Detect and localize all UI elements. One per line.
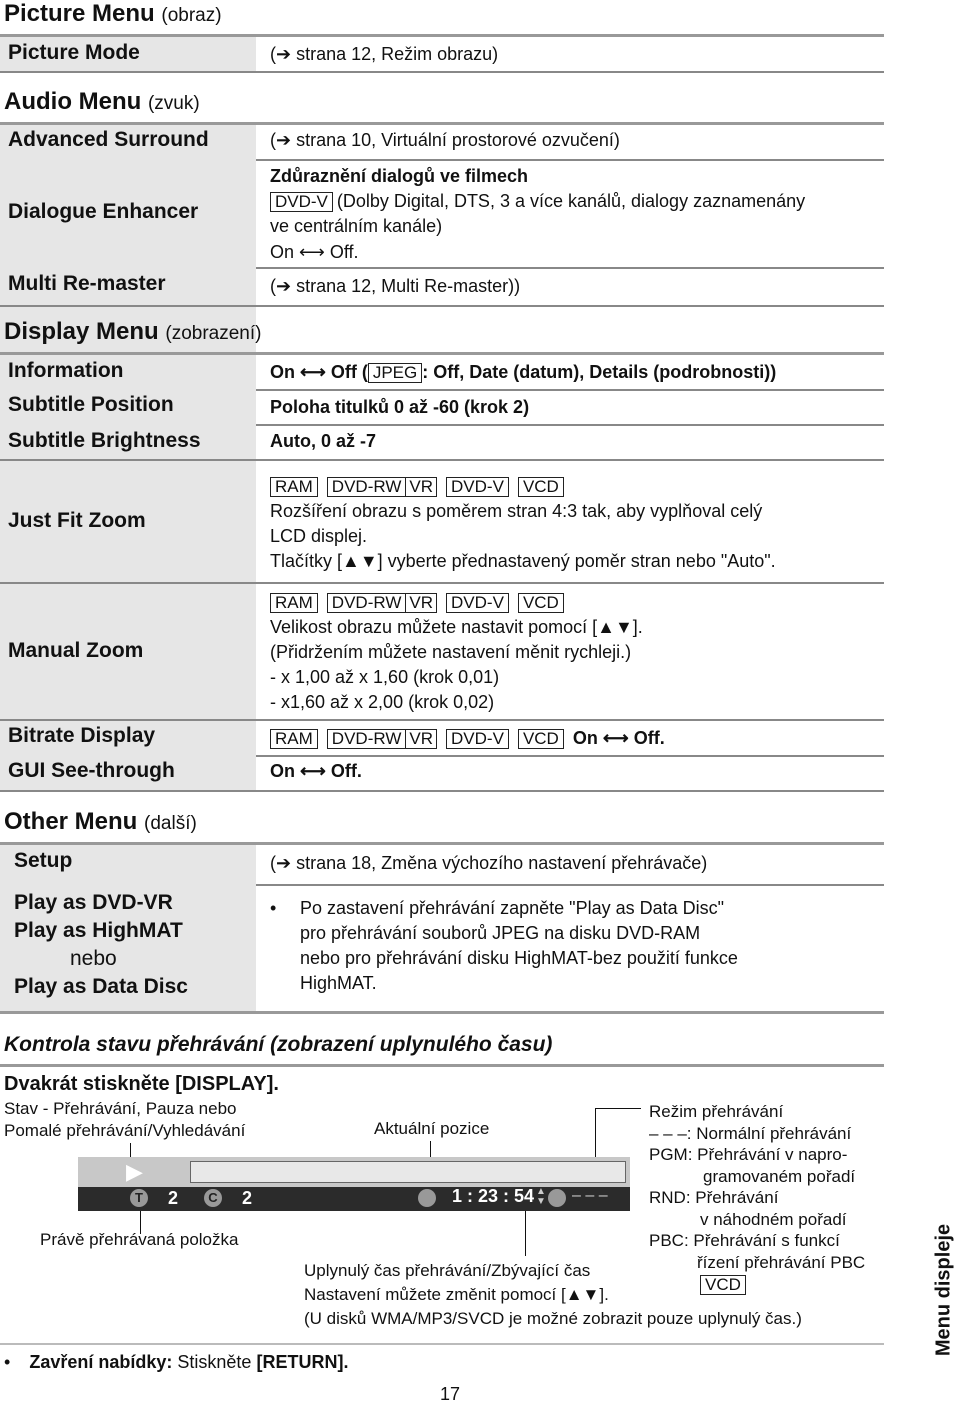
- badge-dvd-rw: DVD-RW: [327, 729, 407, 749]
- status-instruction: Dvakrát stiskněte [DISPLAY].: [4, 1073, 279, 1095]
- divider: [0, 71, 884, 73]
- divider: [0, 1011, 884, 1014]
- osd-bar: [78, 1157, 630, 1211]
- divider: [0, 305, 884, 307]
- mode-rnd-2: v náhodném pořadí: [700, 1210, 847, 1229]
- value-bitrate-display: [270, 726, 665, 751]
- value-multi-remaster: (➔ strana 12, Multi Re-master)): [270, 276, 521, 296]
- label-cell: [0, 37, 256, 71]
- divider: [0, 719, 884, 721]
- row-value: (➔ strana 12, Režim obrazu): [270, 44, 499, 64]
- side-tab-label: Menu displeje: [932, 1223, 955, 1357]
- badge-dvd-rw: DVD-RW: [327, 477, 407, 497]
- double-arrow-icon: ⟷: [602, 728, 629, 748]
- dialogue-heading: Zdůraznění dialogů ve filmech: [270, 166, 529, 186]
- label-information: Information: [8, 359, 124, 382]
- label-subtitle-position: Subtitle Position: [8, 393, 174, 416]
- value-information: [270, 360, 776, 385]
- row-picture-mode: [0, 37, 884, 71]
- section-subtitle: (zvuk): [147, 93, 200, 114]
- badge-ram: RAM: [270, 477, 318, 497]
- badge-dvd-rw: DVD-RW: [327, 593, 407, 613]
- title-icon: T: [130, 1189, 148, 1207]
- on-text: On: [572, 728, 598, 748]
- off-text: Off (: [330, 362, 368, 382]
- manual-zoom-line3: - x 1,00 až x 1,60 (krok 0,01): [270, 667, 500, 687]
- badge-vr: VR: [406, 593, 437, 613]
- on-text: On: [270, 761, 295, 781]
- dialogue-line1: [270, 189, 805, 214]
- value-subtitle-position: Poloha titulků 0 až -60 (krok 2): [270, 397, 530, 417]
- label-dialogue-enhancer: Dialogue Enhancer: [8, 200, 199, 223]
- dialogue-line2: ve centrálním kanále): [270, 216, 443, 236]
- label-time-1: Uplynulý čas přehrávání/Zbývající čas: [304, 1261, 591, 1280]
- divider: [0, 459, 884, 461]
- leader-line: [595, 1108, 641, 1109]
- bullet: •: [4, 1352, 11, 1372]
- mode-pbc-1: PBC: Přehrávání s funkcí: [649, 1231, 840, 1250]
- bullet: •: [270, 898, 277, 918]
- divider: [256, 389, 884, 391]
- label-nebo: nebo: [70, 947, 117, 970]
- divider: [0, 790, 884, 792]
- section-subtitle: (obraz): [161, 5, 222, 26]
- badge-vcd: VCD: [700, 1275, 746, 1295]
- on-text: On: [270, 242, 295, 262]
- close-menu-line: [4, 1352, 348, 1373]
- just-fit-line3: Tlačítky [▲▼] vyberte přednastavený poměr stran nebo "Auto".: [270, 551, 776, 571]
- divider: [256, 884, 884, 886]
- off-text: Off.: [330, 761, 362, 781]
- badge-ram: RAM: [270, 729, 318, 749]
- badge-jpeg: JPEG: [368, 363, 422, 383]
- manual-zoom-line1: Velikost obrazu můžete nastavit pomocí [▲▼].: [270, 617, 643, 637]
- badge-vcd: VCD: [518, 729, 564, 749]
- double-arrow-icon: ⟷: [300, 362, 326, 382]
- divider: [0, 1343, 884, 1345]
- section-subtitle: (další): [144, 813, 197, 834]
- badge-dvd-v: DVD-V: [446, 593, 509, 613]
- label-play-as-highmat: Play as HighMAT: [14, 919, 183, 942]
- mode-pgm-2: gramovaném pořadí: [703, 1167, 856, 1186]
- label-play-as-data-disc: Play as Data Disc: [14, 975, 188, 998]
- audio-menu-heading: [4, 88, 200, 116]
- divider: [256, 267, 884, 269]
- badges-just-fit: [270, 474, 568, 499]
- label-current-item: Právě přehrávaná položka: [40, 1230, 239, 1249]
- section-title: Other Menu: [4, 808, 138, 835]
- close-menu-label: Zavření nabídky:: [29, 1352, 173, 1372]
- chapter-number: 2: [242, 1188, 253, 1208]
- label-multi-remaster: Multi Re-master: [8, 272, 166, 295]
- divider: [256, 424, 884, 426]
- label-advanced-surround: Advanced Surround: [8, 128, 209, 151]
- title-number: 2: [168, 1188, 179, 1208]
- section-subtitle: (zobrazení): [165, 323, 262, 344]
- badge-vr: VR: [406, 477, 437, 497]
- label-time-2: Nastavení můžete změnit pomocí [▲▼].: [304, 1285, 609, 1304]
- elapsed-time: 1 : 23 : 54: [452, 1186, 535, 1206]
- page-number: 17: [440, 1384, 461, 1404]
- return-key: [RETURN].: [256, 1352, 349, 1372]
- label-bitrate-display: Bitrate Display: [8, 724, 156, 747]
- play-as-line1: Po zastavení přehrávání zapněte "Play as Data Disc": [300, 898, 725, 918]
- play-as-line4: HighMAT.: [300, 973, 377, 993]
- section-title: Display Menu: [4, 318, 159, 345]
- picture-menu-heading: [4, 0, 222, 28]
- manual-zoom-line4: - x1,60 až x 2,00 (krok 0,02): [270, 692, 495, 712]
- position-bar: [190, 1161, 626, 1183]
- on-text: On: [270, 362, 295, 382]
- mode-icon: [548, 1189, 566, 1207]
- mode-pgm-1: PGM: Přehrávání v napro-: [649, 1145, 848, 1164]
- just-fit-line2: LCD displej.: [270, 526, 368, 546]
- label-current-position: Aktuální pozice: [374, 1119, 490, 1138]
- section-title: Picture Menu: [4, 0, 155, 27]
- label-state-1: Stav - Přehrávání, Pauza nebo: [4, 1099, 237, 1118]
- mode-pbc-2: řízení přehrávání PBC: [697, 1253, 866, 1272]
- badge-dvd-v: DVD-V: [270, 192, 333, 212]
- label-subtitle-brightness: Subtitle Brightness: [8, 429, 201, 452]
- dialogue-text: (Dolby Digital, DTS, 3 a více kanálů, dialogy zaznamenány: [336, 191, 806, 211]
- play-as-line2: pro přehrávání souborů JPEG na disku DVD-RAM: [300, 923, 701, 943]
- dialogue-on-off: [270, 240, 359, 265]
- badge-dvd-v: DVD-V: [446, 729, 509, 749]
- label-gui-see-through: GUI See-through: [8, 759, 175, 782]
- value-advanced-surround: (➔ strana 10, Virtuální prostorové ozvučení): [270, 130, 620, 150]
- information-rest: : Off, Date (datum), Details (podrobnosti)): [422, 362, 777, 382]
- badge-ram: RAM: [270, 593, 318, 613]
- double-arrow-icon: ⟷: [300, 761, 326, 781]
- value-subtitle-brightness: Auto, 0 až -7: [270, 431, 377, 451]
- label-play-as-dvdvr: Play as DVD-VR: [14, 891, 173, 914]
- label-just-fit-zoom: Just Fit Zoom: [8, 509, 146, 532]
- badge-dvd-v: DVD-V: [446, 477, 509, 497]
- status-section-title: Kontrola stavu přehrávání (zobrazení uplynulého času): [4, 1033, 553, 1056]
- badges-manual-zoom: [270, 590, 568, 615]
- label-time-3: (U disků WMA/MP3/SVCD je možné zobrazit pouze uplynulý čas.): [304, 1309, 802, 1328]
- badge-vr: VR: [406, 729, 437, 749]
- just-fit-line1: Rozšíření obrazu s poměrem stran 4:3 tak, aby vyplňoval celý: [270, 501, 763, 521]
- value-setup: (➔ strana 18, Změna výchozího nastavení přehrávače): [270, 853, 708, 873]
- clock-icon: [418, 1189, 436, 1207]
- badge-vcd: VCD: [518, 477, 564, 497]
- close-menu-text: Stiskněte: [177, 1352, 252, 1372]
- value-gui-see-through: [270, 759, 362, 784]
- osd-dashes: – – –: [572, 1187, 608, 1204]
- divider: [256, 755, 884, 757]
- off-text: Off.: [633, 728, 665, 748]
- section-title: Audio Menu: [4, 88, 142, 115]
- double-arrow-icon: ⟷: [299, 242, 325, 262]
- chapter-icon: C: [204, 1189, 222, 1207]
- divider: [256, 159, 884, 161]
- display-menu-heading: [4, 318, 261, 346]
- divider: [0, 582, 884, 584]
- off-text: Off.: [329, 242, 359, 262]
- label-cell: [0, 355, 256, 790]
- mode-rnd-1: RND: Přehrávání: [649, 1188, 779, 1207]
- side-tab: [928, 1210, 960, 1370]
- other-menu-heading: [4, 808, 197, 836]
- play-as-line3: nebo pro přehrávání disku HighMAT-bez použití funkce: [300, 948, 738, 968]
- label-manual-zoom: Manual Zoom: [8, 639, 144, 662]
- up-down-icon: ▲ ▼: [536, 1186, 546, 1207]
- mode-normal: – – –: Normální přehrávání: [649, 1124, 852, 1143]
- play-icon: ▶: [126, 1159, 143, 1184]
- label-setup: Setup: [14, 849, 73, 872]
- badge-vcd: VCD: [518, 593, 564, 613]
- label-cell: [0, 845, 256, 1011]
- label-state-2: Pomalé přehrávání/Vyhledávání: [4, 1121, 246, 1140]
- row-label: Picture Mode: [8, 41, 140, 64]
- mode-title: Režim přehrávání: [649, 1102, 784, 1121]
- divider: [0, 1064, 884, 1067]
- manual-zoom-line2: (Přidržením můžete nastavení měnit rychleji.): [270, 642, 632, 662]
